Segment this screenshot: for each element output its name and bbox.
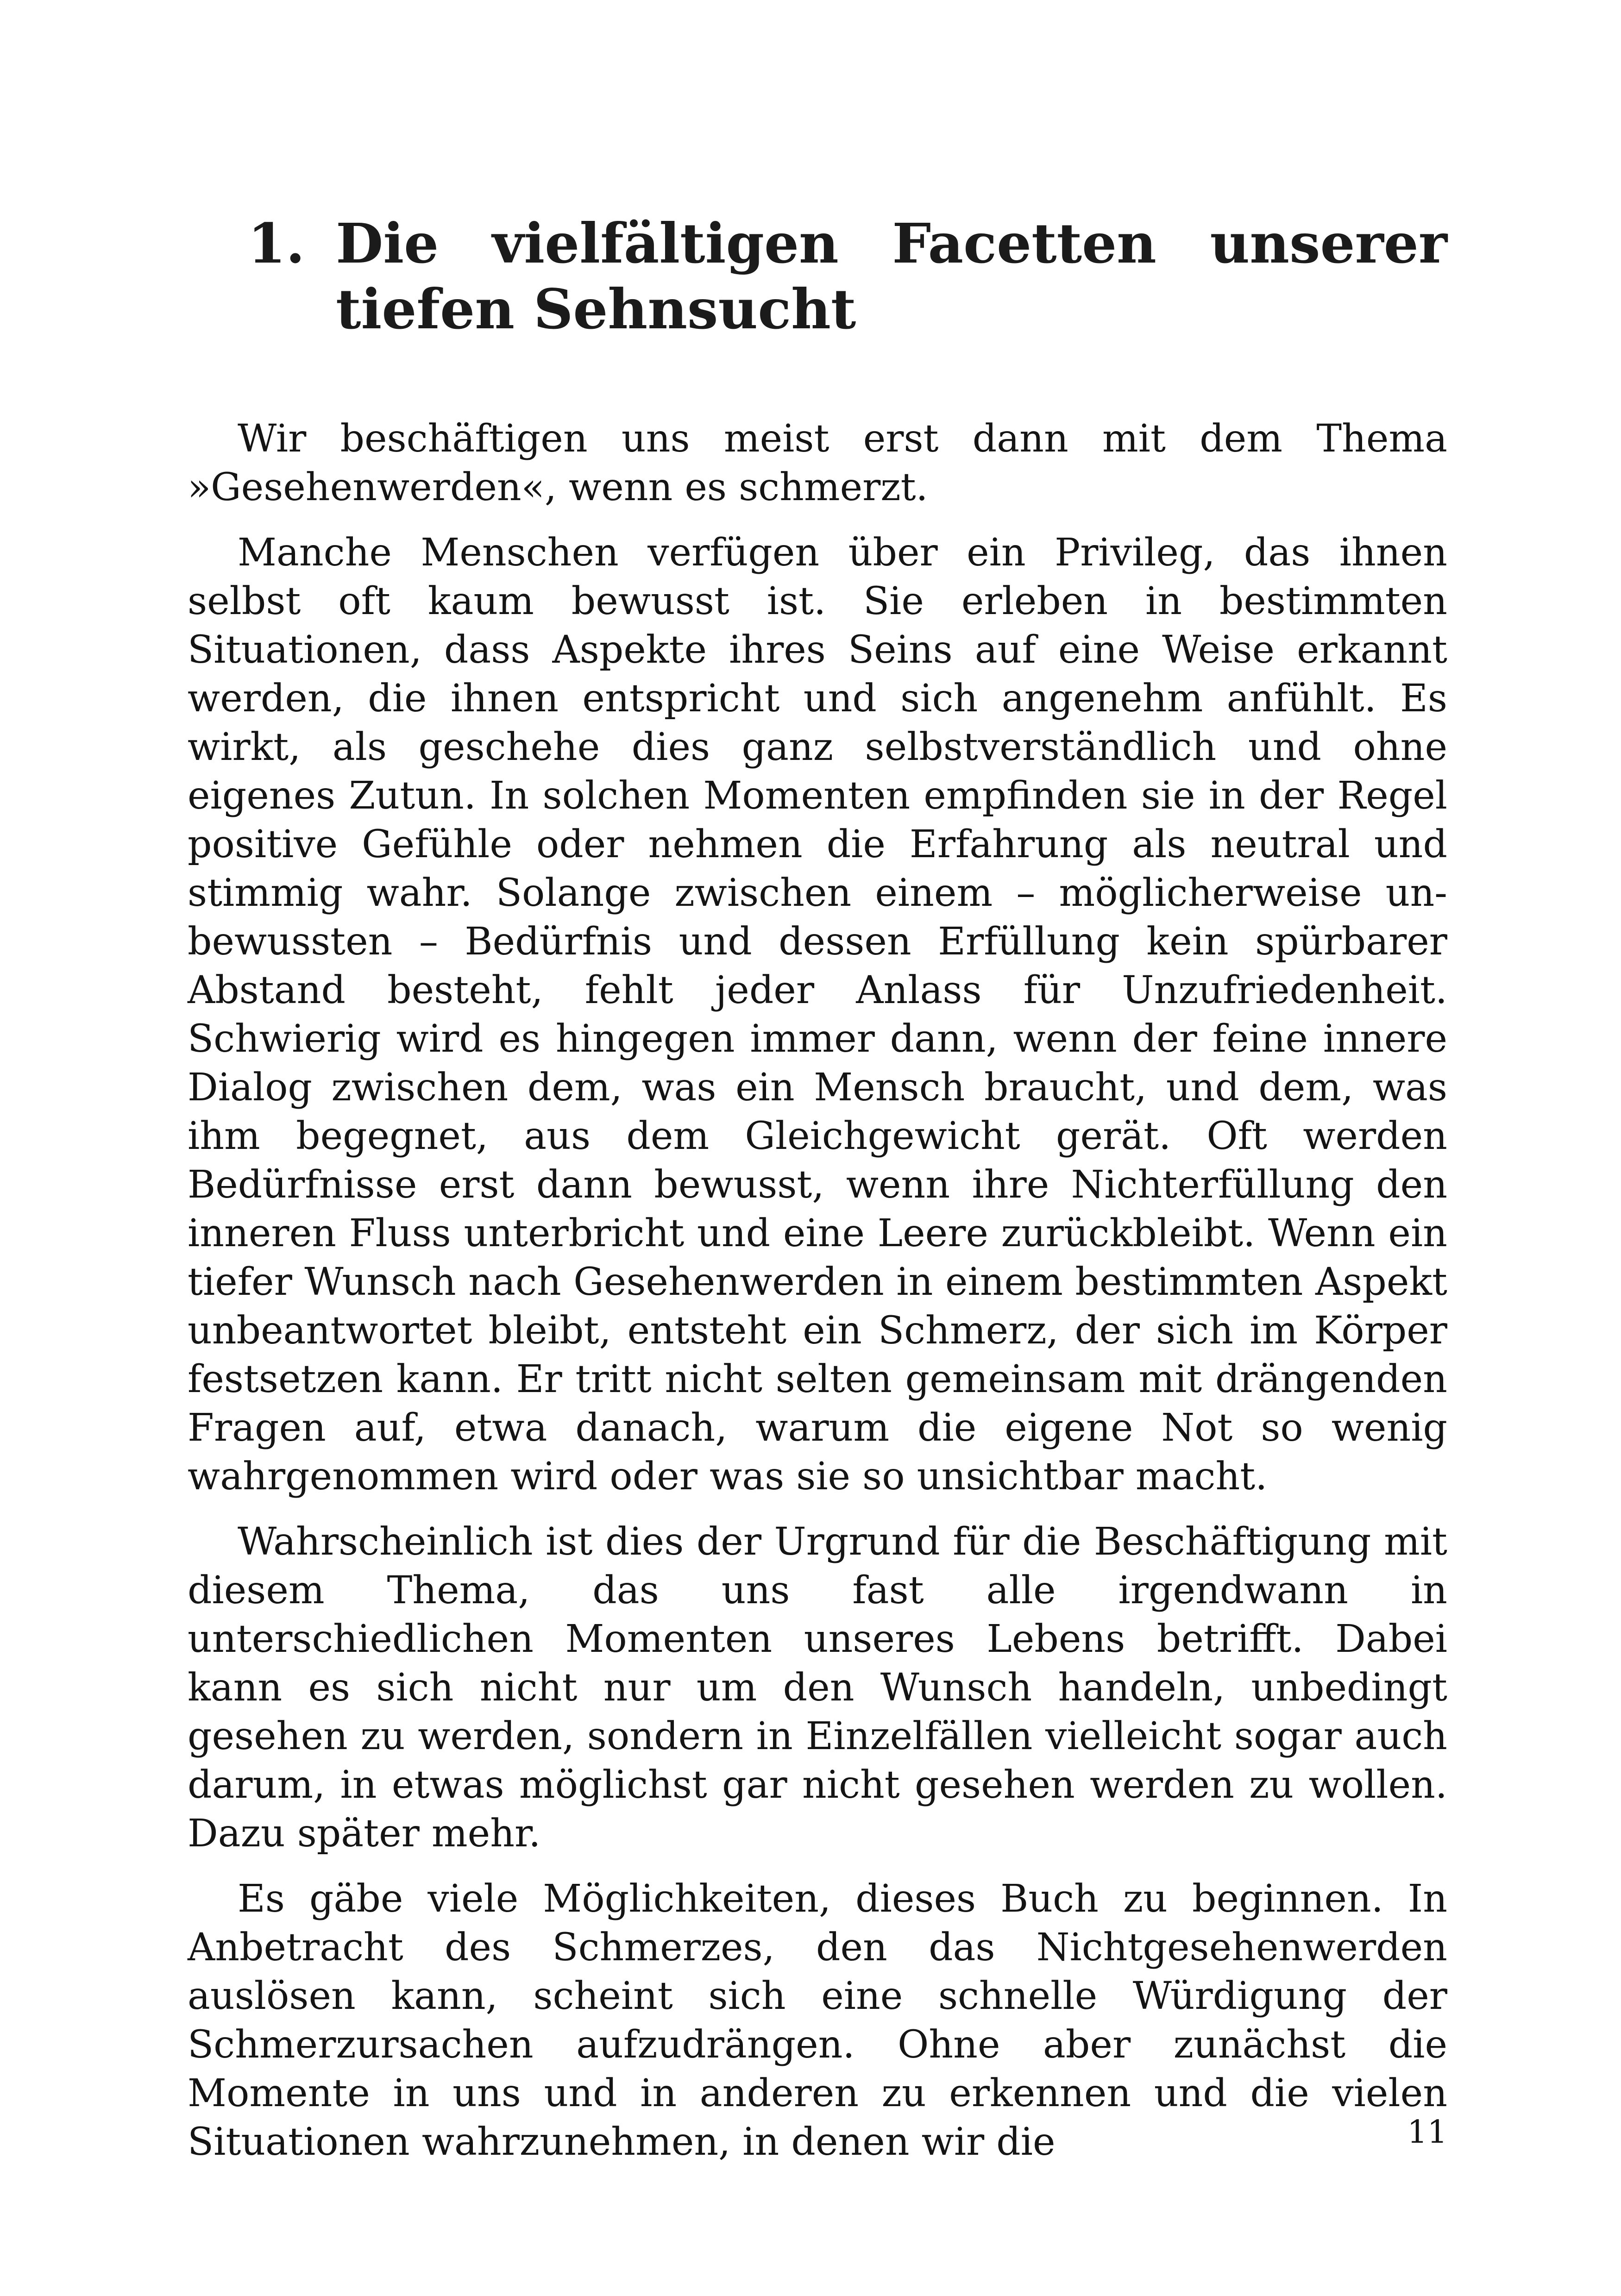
paragraph: Es gäbe viele Möglichkeiten, dieses Buch zu beginnen. In Anbetracht des Schmerzes, den das Nichtgesehenwerden auslösen kann, scheint sich eine schnelle Würdigung der Schmerzursachen aufzudrängen. Ohne aber zunächst die Momente in uns und in anderen zu erkennen und die vielen Situationen wahrzunehmen, in denen wir die [188, 1877, 1447, 2164]
body-text [188, 414, 1447, 2183]
paragraph: Wir beschäftigen uns meist erst dann mit dem Thema »Gesehenwerden«, wenn es schmerzt. [188, 417, 1447, 509]
page-number: 11 [1407, 2114, 1447, 2151]
paragraph: Manche Menschen verfügen über ein Privileg, das ihnen selbst oft kaum bewusst ist. Sie erleben in bestimmten Situationen, dass Aspekte ihres Seins auf eine Weise erkannt werden, die ihnen entspricht und sich angenehm anfühlt. Es wirkt, als geschehe dies ganz selbstverständlich und ohne eigenes Zutun. In solchen Momenten empfinden sie in der Regel positive Gefühle oder nehmen die Erfahrung als neutral und stimmig wahr. Solange zwischen einem – möglicherweise unbewussten – Bedürfnis und dessen Erfüllung kein spürbarer Abstand besteht, fehlt jeder Anlass für Unzufriedenheit. Schwierig wird es hingegen immer dann, wenn der feine innere Dialog zwischen dem, was ein Mensch braucht, und dem, was ihm begegnet, aus dem Gleichgewicht gerät. Oft werden Bedürfnisse erst dann bewusst, wenn ihre Nichterfüllung den inneren Fluss unterbricht und eine Leere zurückbleibt. Wenn ein tiefer Wunsch nach Gesehenwerden in einem bestimmten Aspekt unbeantwortet bleibt, entsteht ein Schmerz, der sich im Körper festsetzen kann. Er tritt nicht selten gemeinsam mit drängenden Fragen auf, etwa danach, warum die eigene Not so wenig wahrgenommen wird oder was sie so unsichtbar macht. [188, 531, 1447, 1499]
chapter-title: Die vielfältigen Facetten unserer tiefen Sehnsucht [336, 211, 1447, 341]
chapter-heading [248, 211, 1447, 342]
paragraph: Wahrscheinlich ist dies der Urgrund für die Beschäftigung mit diesem Thema, das uns fast alle irgendwann in unterschiedlichen Momenten unseres Lebens betrifft. Dabei kann es sich nicht nur um den Wunsch handeln, unbedingt gesehen zu werden, sondern in Einzelfällen vielleicht sogar auch darum, in etwas möglichst gar nicht gesehen werden zu wollen. Dazu später mehr. [188, 1520, 1447, 1856]
chapter-number: 1. [248, 211, 305, 276]
